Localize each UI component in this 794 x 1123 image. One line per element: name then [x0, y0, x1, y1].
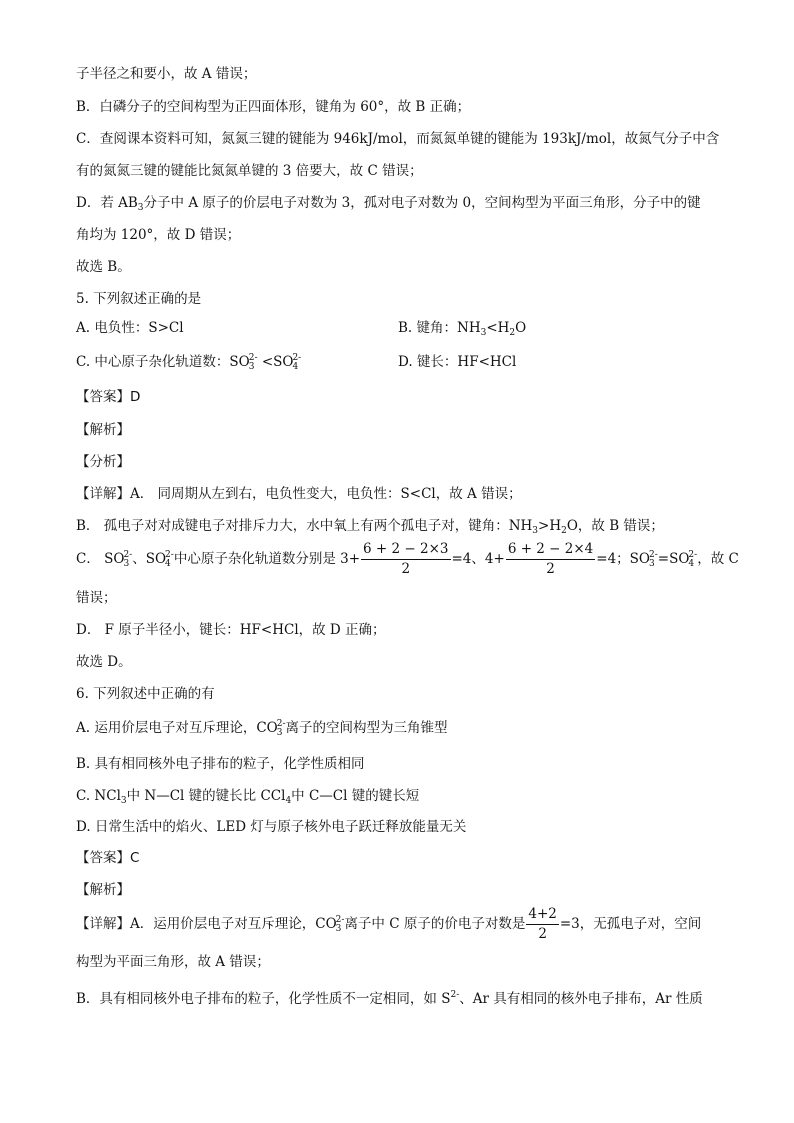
answer-label: 【答案】D [76, 389, 141, 405]
detail-line-with-fraction: 【详解】A．运用价层电子对互斥理论，CO 2- 3 离子中 C 原子的价电子对数是 $\frac{4+2}{2}$ =3，无孤电子对，空间 [76, 906, 702, 942]
question-6-option-b: B. 具有相同核外电子排布的粒子，化学性质相同 [76, 756, 365, 772]
question-5-stem: 5. 下列叙述正确的是 [76, 291, 202, 307]
analysis-label: 【解析】 [76, 422, 130, 438]
text-line: B．白磷分子的空间构型为正四面体形，键角为 60°，故 B 正确； [76, 99, 471, 115]
text-line: 故选 B。 [76, 259, 131, 275]
detail-line: B．具有相同核外电子排布的粒子，化学性质不一定相同，如 $S^{2-}$、Ar 具有相同的核外电子排布，Ar 性质 [76, 990, 703, 1007]
question-6-option-c: C. NCl$_3$中 N—Cl 键的键长比 CCl$_4$中 C—Cl 键的键长短 [76, 788, 420, 806]
detail-line: D． F 原子半径小，键长：HF<HCl，故 D 正确； [76, 622, 386, 638]
fraction: $\frac{4+2}{2}$ [528, 906, 557, 942]
text-line: C．查阅课本资料可知，氮氮三键的键能为 946kJ/mol，而氮氮单键的键能为 193kJ/mol，故氮气分子中含 [76, 131, 720, 147]
fraction: $\frac{6 + 2 - 2\times 4}{2}$ [507, 541, 594, 577]
detail-line: 构型为平面三角形，故 A 错误； [76, 954, 270, 970]
fraction: $\frac{6 + 2 - 2\times 3}{2}$ [363, 541, 449, 577]
text-line: 有的氮氮三键的键能比氮氮单键的 3 倍要大，故 C 错误； [76, 163, 423, 179]
question-5-option-b: B. 键角：$NH_3<H_2O$ [398, 320, 527, 338]
detail-line: B． 孤电子对对成键电子对排斥力大，水中氧上有两个孤电子对，键角：$NH_3>H_2O$，故 B 错误； [76, 518, 664, 536]
analysis-sub-label: 【分析】 [76, 454, 130, 470]
text-line: 角均为 120°，故 D 错误； [76, 227, 241, 243]
question-5-option-a: A. 电负性：S>Cl [76, 320, 184, 336]
detail-line: 故选 D。 [76, 654, 132, 670]
question-6-stem: 6. 下列叙述中正确的有 [76, 686, 215, 702]
answer-label: 【答案】C [76, 850, 140, 866]
analysis-label: 【解析】 [76, 882, 130, 898]
detail-line: 【详解】A． 同周期从左到右，电负性变大，电负性：S<Cl，故 A 错误； [76, 486, 522, 502]
text-line: 子半径之和要小，故 A 错误； [76, 66, 257, 82]
detail-line-with-fractions: C． SO 2- 3 、SO 2- 4 中心原子杂化轨道数分别是 3+ $\frac{6 + 2 - 2\times 3}{2}$ =4、4+ $\frac{6 + 2 - 2\times 4}{2}$ =4；SO 2- 3 =SO 2- 4 ，故 C [76, 541, 739, 577]
text-line: D．若 $AB_3$分子中 A 原子的价层电子对数为 3，孤对电子对数为 0，空间构型为平面三角形，分子中的键 [76, 195, 701, 213]
detail-line: 错误； [76, 590, 117, 606]
question-6-option-d: D. 日常生活中的焰火、LED 灯与原子核外电子跃迁释放能量无关 [76, 819, 467, 835]
question-6-option-a: A. 运用价层电子对互斥理论，CO 2- 3 离子的空间构型为三角锥型 [76, 718, 448, 738]
question-5-option-d: D. 键长：HF<HCl [398, 354, 517, 370]
question-5-option-c: C. 中心原子杂化轨道数：SO 2- 3 <SO 2- 4 [76, 352, 302, 372]
